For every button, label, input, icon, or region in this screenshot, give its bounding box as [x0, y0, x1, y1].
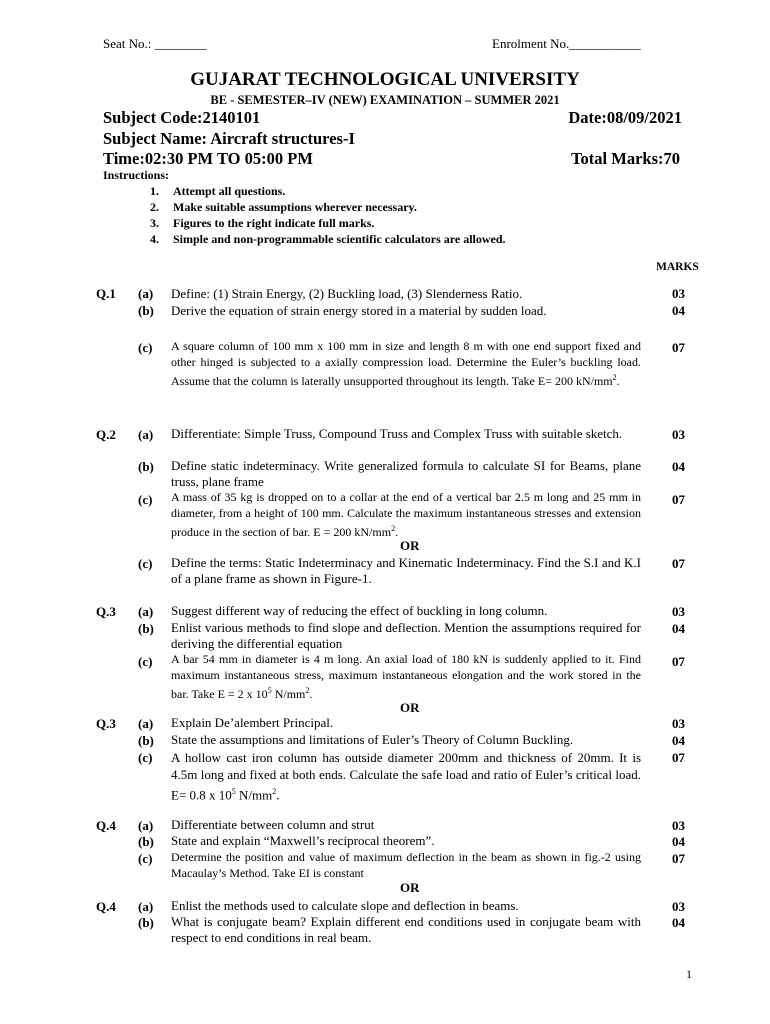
marks-value: 07: [672, 340, 685, 355]
marks-value: 03: [672, 604, 685, 619]
marks-value: 07: [672, 654, 685, 669]
marks-value: 07: [672, 851, 685, 866]
question-text: What is conjugate beam? Explain different end conditions used in conjugate beam with respect to end conditions in real beam.: [171, 914, 641, 945]
enrolment-no-field: Enrolment No.___________: [492, 36, 641, 51]
marks-value: 03: [672, 286, 685, 301]
or-divider: OR: [400, 700, 420, 715]
question-number: Q.4: [96, 818, 116, 833]
total-marks: Total Marks:70: [571, 149, 680, 168]
question-text: Define: (1) Strain Energy, (2) Buckling load, (3) Slenderness Ratio.: [171, 286, 523, 301]
instructions-title: Instructions:: [103, 168, 170, 182]
part-label: (a): [138, 899, 154, 914]
instruction-num: 1.: [150, 184, 159, 198]
question-text: State the assumptions and limitations of Euler’s Theory of Column Buckling.: [171, 732, 574, 747]
or-divider: OR: [400, 880, 420, 895]
subject-name: Subject Name: Aircraft structures-I: [103, 129, 355, 148]
subject-code: Subject Code:2140101: [103, 108, 261, 127]
exam-time: Time:02:30 PM TO 05:00 PM: [103, 149, 313, 168]
part-label: (c): [138, 340, 153, 355]
exam-date: Date:08/09/2021: [568, 108, 682, 127]
part-label: (a): [138, 604, 154, 619]
marks-value: 04: [672, 621, 685, 636]
part-label: (b): [138, 733, 154, 748]
university-title: GUJARAT TECHNOLOGICAL UNIVERSITY: [190, 69, 580, 90]
question-text: Enlist the methods used to calculate slope and deflection in beams.: [171, 898, 519, 913]
seat-no-field: Seat No.: ________: [103, 36, 207, 51]
part-label: (b): [138, 621, 154, 636]
marks-value: 07: [672, 556, 685, 571]
question-text: Derive the equation of strain energy stored in a material by sudden load.: [171, 303, 547, 318]
marks-value: 03: [672, 899, 685, 914]
instruction-num: 2.: [150, 200, 159, 214]
marks-value: 03: [672, 716, 685, 731]
marks-value: 04: [672, 303, 685, 318]
question-text: A hollow cast iron column has outside diameter 200mm and thickness of 20mm. It is 4.5m long and fixed at both ends. Calculate the safe load and ratio of Euler’s critical load. E= 0.8 x $10^5$ $N/mm^2$.: [171, 750, 641, 803]
part-label: (a): [138, 818, 154, 833]
part-label: (b): [138, 834, 154, 849]
exam-title: BE - SEMESTER–IV (NEW) EXAMINATION – SUMMER 2021: [210, 93, 560, 107]
question-text: State and explain “Maxwell’s reciprocal theorem”.: [171, 833, 435, 848]
question-number: Q.4: [96, 899, 116, 914]
instruction-text: Simple and non-programmable scientific calculators are allowed.: [173, 232, 506, 246]
part-label: (a): [138, 427, 154, 442]
part-label: (c): [138, 654, 153, 669]
part-label: (c): [138, 556, 153, 571]
question-text: Enlist various methods to find slope and deflection. Mention the assumptions required for deriving the differential equation: [171, 620, 641, 651]
or-divider: OR: [400, 538, 420, 553]
part-label: (c): [138, 492, 153, 507]
marks-value: 07: [672, 750, 685, 765]
instruction-num: 3.: [150, 216, 159, 230]
question-text: Define static indeterminacy. Write generalized formula to calculate SI for Beams, plane truss, plane frame: [171, 458, 641, 489]
instruction-text: Figures to the right indicate full marks.: [173, 216, 375, 230]
marks-column-header: MARKS: [656, 261, 699, 273]
part-label: (c): [138, 851, 153, 866]
question-text: Suggest different way of reducing the effect of buckling in long column.: [171, 603, 548, 618]
marks-value: 04: [672, 834, 685, 849]
question-text: A square column of 100 mm x 100 mm in size and length 8 m with one end support fixed and other hinged is subjected to a axially compression load. Determine the Euler’s buckling load. Assume that the column is laterally unsupported throughout its length. Take E= 200 $kN/mm^2$.: [171, 339, 641, 388]
part-label: (c): [138, 750, 153, 765]
marks-value: 04: [672, 733, 685, 748]
part-label: (a): [138, 286, 154, 301]
instruction-num: 4.: [150, 232, 159, 246]
part-label: (b): [138, 915, 154, 930]
question-number: Q.1: [96, 286, 116, 301]
question-text: A mass of 35 kg is dropped on to a collar at the end of a vertical bar 2.5 m long and 25 mm in diameter, from a height of 100 mm. Calculate the maximum instantaneous stresses and extension produce in the section of bar. E = 200 $kN/mm^2$.: [171, 490, 641, 539]
part-label: (a): [138, 716, 154, 731]
question-number: Q.3: [96, 604, 116, 619]
question-text: Differentiate between column and strut: [171, 817, 375, 832]
marks-value: 07: [672, 492, 685, 507]
question-text: A bar 54 mm in diameter is 4 m long. An axial load of 180 kN is suddenly applied to it. Find maximum instantaneous stress, maximum instantaneous elongation and the work stored in the bar. Take E = 2 x $10^5$ $N/mm^2$.: [171, 652, 641, 701]
question-number: Q.3: [96, 716, 116, 731]
page-number: 1: [686, 967, 692, 981]
instruction-text: Attempt all questions.: [173, 184, 286, 198]
marks-value: 04: [672, 915, 685, 930]
instruction-text: Make suitable assumptions wherever necessary.: [173, 200, 417, 214]
question-text: Explain De’alembert Principal.: [171, 715, 334, 730]
part-label: (b): [138, 459, 154, 474]
marks-value: 04: [672, 459, 685, 474]
marks-value: 03: [672, 818, 685, 833]
question-text: Differentiate: Simple Truss, Compound Truss and Complex Truss with suitable sketch.: [171, 426, 623, 441]
part-label: (b): [138, 303, 154, 318]
question-text: Determine the position and value of maximum deflection in the beam as shown in fig.-2 using Macaulay’s Method. Take EI is constant: [171, 850, 641, 880]
marks-value: 03: [672, 427, 685, 442]
question-text: Define the terms: Static Indeterminacy and Kinematic Indeterminacy. Find the S.I and K.I of a plane frame as shown in Figure-1.: [171, 555, 641, 586]
question-number: Q.2: [96, 427, 116, 442]
